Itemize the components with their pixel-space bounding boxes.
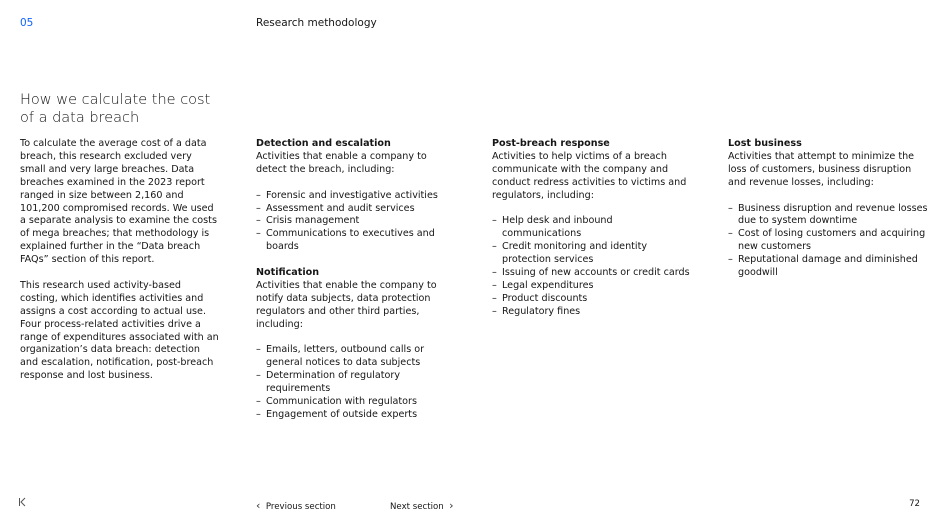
post-breach-description: Activities to help victims of a breach communicate with the company and conduct redress activities to victims and regulators, including:	[492, 150, 687, 201]
section-number: 05	[20, 17, 34, 29]
notification-description: Activities that enable the company to notify data subjects, data protection regulators and other third parties, including:	[256, 279, 437, 330]
post-breach-list	[492, 215, 692, 318]
list-item: – Cost of losing customers and acquiring new customers	[728, 228, 928, 254]
chevron-right-icon: ›	[449, 499, 454, 512]
list-item: – Issuing of new accounts or credit cards	[492, 267, 692, 280]
list-item: – Communication with regulators	[256, 396, 456, 409]
post-breach-column	[492, 138, 692, 319]
previous-section-link[interactable]	[256, 499, 336, 512]
next-section-label: Next section	[390, 502, 444, 512]
next-section-link[interactable]	[390, 499, 454, 512]
list-item: – Help desk and inbound communications	[492, 215, 692, 241]
lost-business-column	[728, 138, 928, 280]
list-item: – Assessment and audit services	[256, 203, 456, 216]
lost-business-list	[728, 203, 928, 280]
intro-paragraph: To calculate the average cost of a data breach, this research excluded very small and very large breaches. Data breaches examined in the 2023 report ranged in size between 2,160 and 101,200 compromised records. We used a separate analysis to examine the costs of mega breaches; that methodology is explained further in the “Data breach FAQs” section of this report.	[20, 138, 217, 266]
chevron-left-icon: ‹	[256, 499, 261, 512]
lost-business-description: Activities that attempt to minimize the loss of customers, business disruption and revenue losses, including:	[728, 150, 915, 188]
intro-paragraph: This research used activity-based costing, which identifies activities and assigns a cost according to actual use. Four process-related activities drive a range of expenditures associated with an organization’s data breach: detection and escalation, notification, post-breach response and lost business.	[20, 279, 219, 382]
detection-description: Activities that enable a company to detect the breach, including:	[256, 150, 427, 175]
section-title: Research methodology	[256, 17, 377, 29]
post-breach-title: Post-breach response	[492, 138, 610, 149]
notification-list	[256, 344, 456, 421]
previous-section-label: Previous section	[265, 502, 336, 512]
list-item: – Emails, letters, outbound calls or general notices to data subjects	[256, 344, 456, 370]
list-item: – Communications to executives and boards	[256, 228, 456, 254]
list-item: – Determination of regulatory requirements	[256, 370, 456, 396]
intro-column	[20, 138, 220, 383]
detection-list	[256, 190, 456, 255]
list-item: – Legal expenditures	[492, 280, 692, 293]
page-number: 72	[909, 499, 920, 509]
notification-title: Notification	[256, 267, 320, 279]
list-item: – Crisis management	[256, 215, 456, 228]
list-item: – Credit monitoring and identity protection services	[492, 241, 692, 267]
list-item: – Regulatory fines	[492, 306, 692, 319]
page-heading: How we calculate the cost of a data breach	[20, 92, 211, 126]
list-item: – Product discounts	[492, 293, 692, 306]
list-item: – Reputational damage and diminished goodwill	[728, 254, 928, 280]
lost-business-title: Lost business	[728, 138, 802, 149]
list-item: – Business disruption and revenue losses due to system downtime	[728, 203, 928, 229]
detection-title: Detection and escalation	[256, 138, 391, 149]
list-item: – Forensic and investigative activities	[256, 190, 456, 203]
first-page-icon[interactable]	[18, 497, 27, 510]
list-item: – Engagement of outside experts	[256, 409, 456, 422]
detection-notification-column	[256, 138, 456, 422]
